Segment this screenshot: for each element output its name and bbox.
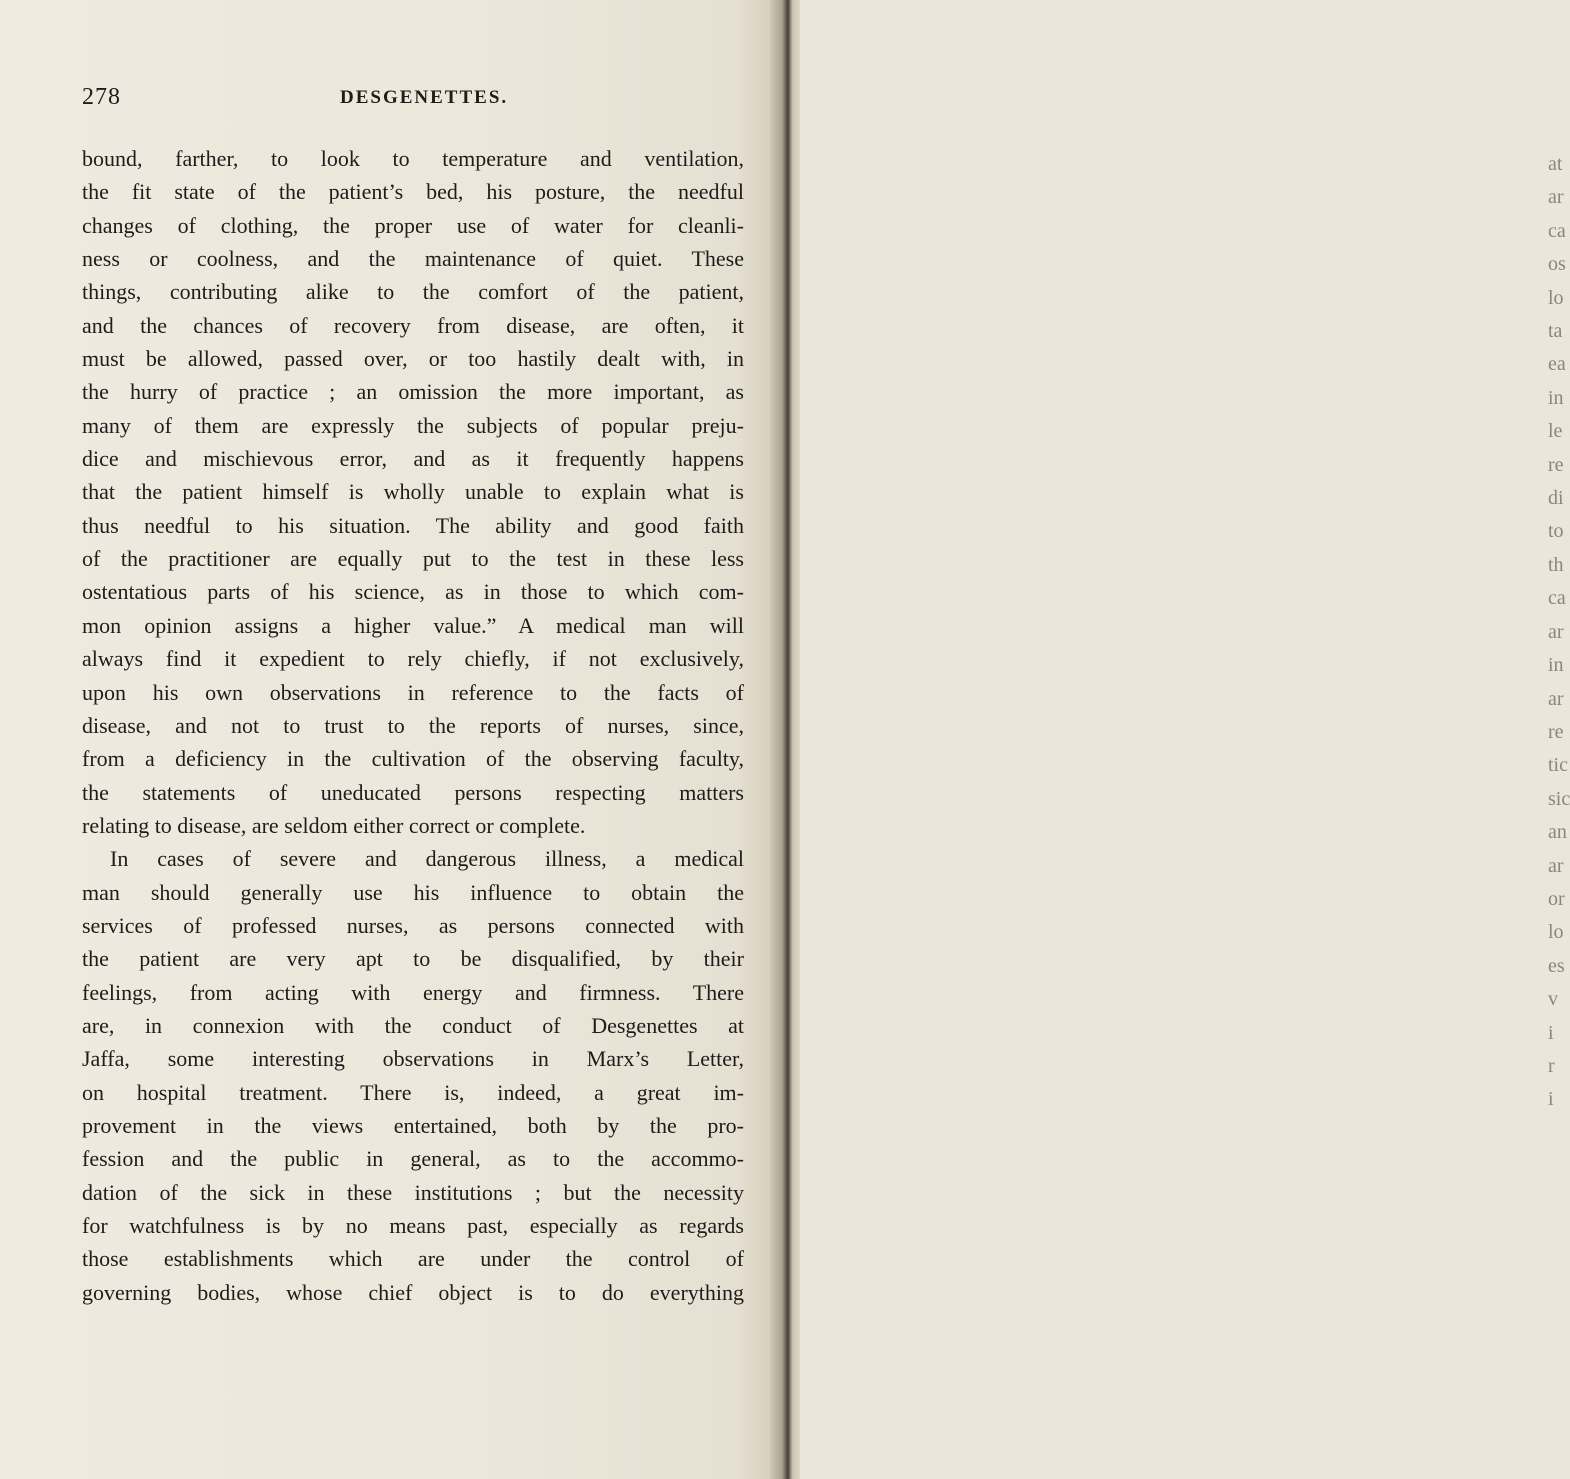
- text-line: bound, farther, to look to temperature and ventilation,: [82, 146, 744, 171]
- text-line: fession and the public in general, as to the accommo-: [82, 1146, 744, 1172]
- margin-fragment: ar: [1548, 854, 1564, 877]
- text-line: ness or coolness, and the maintenance of quiet. These: [82, 246, 744, 272]
- opposite-page-fragments: [1548, 148, 1570, 1117]
- body-text: [82, 142, 744, 1309]
- text-line: disease, and not to trust to the reports of nurses, since,: [82, 712, 744, 738]
- text-line: changes of clothing, the proper use of water for cleanli-: [82, 212, 744, 238]
- margin-fragment: v: [1548, 988, 1558, 1011]
- margin-fragment: ar: [1548, 186, 1564, 209]
- margin-fragment: es: [1548, 954, 1565, 977]
- margin-fragment: os: [1548, 253, 1566, 276]
- text-line: man should generally use his influence to obtain the: [82, 879, 744, 905]
- margin-fragment: or: [1548, 887, 1565, 910]
- margin-fragment: ca: [1548, 219, 1566, 242]
- margin-fragment: ea: [1548, 353, 1566, 376]
- text-line: and the chances of recovery from disease, are often, it: [82, 312, 744, 338]
- margin-fragment: an: [1548, 821, 1567, 844]
- page-number: 278: [82, 84, 121, 110]
- margin-fragment: i: [1548, 1088, 1554, 1111]
- margin-fragment: r: [1548, 1054, 1555, 1077]
- margin-fragment: sic: [1548, 787, 1570, 810]
- margin-fragment: le: [1548, 420, 1563, 443]
- margin-fragment: at: [1548, 153, 1563, 175]
- text-line: things, contributing alike to the comfort of the patient,: [82, 279, 744, 305]
- text-line: mon opinion assigns a higher value.” A medical man will: [82, 612, 744, 638]
- text-line: many of them are expressly the subjects of popular preju-: [82, 412, 744, 438]
- text-line: feelings, from acting with energy and firmness. There: [82, 979, 744, 1005]
- margin-fragment: di: [1548, 487, 1564, 510]
- margin-fragment: lo: [1548, 286, 1564, 309]
- text-line: must be allowed, passed over, or too hastily dealt with, in: [82, 346, 744, 372]
- text-line: upon his own observations in reference to the facts of: [82, 679, 744, 705]
- text-line: thus needful to his situation. The ability and good faith: [82, 512, 744, 538]
- text-line: those establishments which are under the control of: [82, 1246, 744, 1272]
- text-line: from a deficiency in the cultivation of the observing faculty,: [82, 746, 744, 772]
- margin-fragment: to: [1548, 520, 1564, 543]
- margin-fragment: ta: [1548, 320, 1563, 343]
- text-line: the statements of uneducated persons respecting matters: [82, 779, 744, 805]
- margin-fragment: ca: [1548, 587, 1566, 610]
- text-line: for watchfulness is by no means past, especially as regards: [82, 1213, 744, 1238]
- text-line: the hurry of practice ; an omission the more important, as: [82, 379, 744, 405]
- margin-fragment: in: [1548, 386, 1564, 409]
- text-line: dice and mischievous error, and as it frequently happens: [82, 446, 744, 472]
- margin-fragment: tic: [1548, 754, 1568, 777]
- margin-fragment: i: [1548, 1021, 1554, 1044]
- running-head: [82, 84, 742, 114]
- header-title: DESGENETTES.: [340, 87, 509, 108]
- text-line: relating to disease, are seldom either correct or complete.: [82, 812, 586, 838]
- text-line: the patient are very apt to be disqualified, by their: [82, 946, 744, 972]
- margin-fragment: re: [1548, 720, 1564, 743]
- text-line: that the patient himself is wholly unable to explain what is: [82, 479, 744, 505]
- text-line: ostentatious parts of his science, as in those to which com-: [82, 579, 744, 605]
- text-line: are, in connexion with the conduct of Desgenettes at: [82, 1012, 744, 1038]
- text-line: services of professed nurses, as persons connected with: [82, 912, 744, 938]
- text-line: always find it expedient to rely chiefly, if not exclusively,: [82, 646, 744, 672]
- margin-fragment: th: [1548, 553, 1564, 576]
- page-gutter: [770, 0, 1570, 1479]
- margin-fragment: ar: [1548, 620, 1564, 643]
- text-line: dation of the sick in these institutions ; but the necessity: [82, 1179, 744, 1205]
- text-line: In cases of severe and dangerous illness, a medical: [110, 846, 744, 872]
- text-line: provement in the views entertained, both by the pro-: [82, 1112, 744, 1138]
- margin-fragment: lo: [1548, 921, 1564, 944]
- margin-fragment: in: [1548, 654, 1564, 677]
- text-line: Jaffa, some interesting observations in Marx’s Letter,: [82, 1046, 744, 1072]
- text-line: on hospital treatment. There is, indeed, a great im-: [82, 1079, 744, 1105]
- margin-fragment: ar: [1548, 687, 1564, 710]
- text-line: the fit state of the patient’s bed, his posture, the needful: [82, 179, 744, 205]
- margin-fragment: re: [1548, 453, 1564, 476]
- text-line: governing bodies, whose chief object is to do everything: [82, 1279, 744, 1305]
- text-line: of the practitioner are equally put to the test in these less: [82, 546, 744, 572]
